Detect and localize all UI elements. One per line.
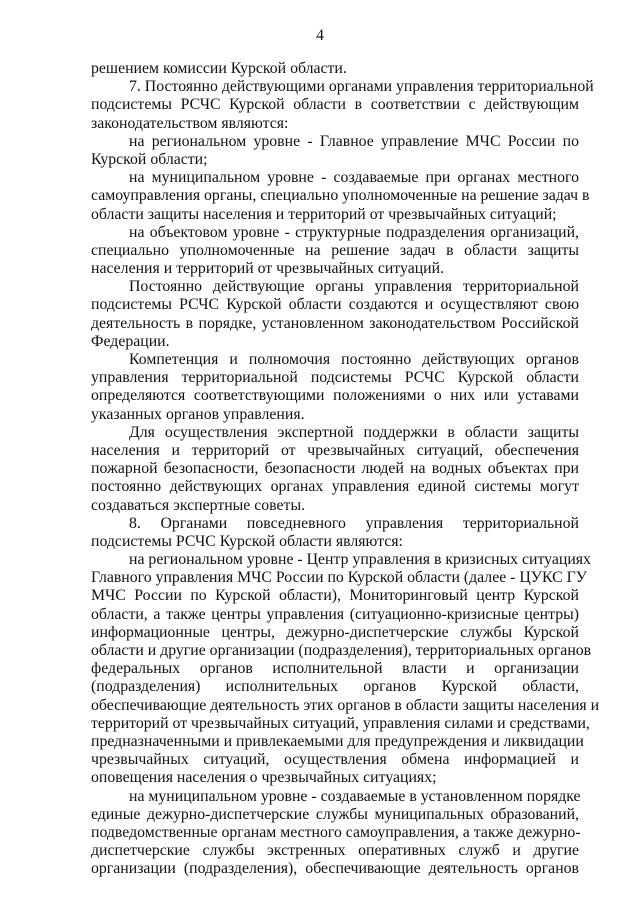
text-line: деятельность в порядке, установленном законодательством Российской <box>91 314 579 332</box>
text-line: чрезвычайных ситуаций, осуществления обмена информацией и <box>91 751 579 769</box>
text-line: территорий от чрезвычайных ситуаций, управления силами и средствами, <box>91 714 590 732</box>
text-line: решением комиссии Курской области. <box>91 60 347 77</box>
text-line: федеральных органов исполнительной власти и организации <box>91 660 579 678</box>
text-line: области и другие организации (подразделения), территориальных органов <box>91 642 592 659</box>
text-line: предназначенными и привлекаемыми для предупреждения и ликвидации <box>91 732 584 750</box>
text-line: создаваться экспертные советы. <box>91 496 306 514</box>
text-line: организации (подразделения), обеспечивающие деятельность органов <box>91 860 579 878</box>
text-line: подсистемы РСЧС Курской области в соответствии с действующим <box>91 96 579 114</box>
text-line: специально уполномоченные на решение задач в области защиты <box>91 241 579 259</box>
text-line: на муниципальном уровне - создаваемые в установленном порядке <box>129 787 581 805</box>
text-line: Для осуществления экспертной поддержки в области защиты <box>129 423 579 441</box>
text-line: населения и территорий от чрезвычайных ситуаций, обеспечения <box>91 441 579 459</box>
text-line: на муниципальном уровне - создаваемые при органах местного <box>129 169 579 187</box>
text-line: Постоянно действующие органы управления территориальной <box>129 278 579 296</box>
text-line: управления территориальной подсистемы РСЧС Курской области <box>91 369 579 387</box>
text-line: подсистемы РСЧС Курской области являются: <box>91 532 403 550</box>
document-body <box>91 60 600 878</box>
text-line: информационные центры, дежурно-диспетчерские службы Курской <box>91 623 579 641</box>
text-line: диспетчерские службы экстренных оперативных служб и другие <box>91 842 579 860</box>
text-line: самоуправления органы, специально уполномоченные на решение задач в <box>91 187 590 205</box>
text-line: законодательством являются: <box>91 114 289 132</box>
page-number: 4 <box>316 27 324 44</box>
text-line: подведомственные органам местного самоуправления, а также дежурно- <box>91 823 581 841</box>
text-line: 8. Органами повседневного управления территориальной <box>129 514 579 532</box>
text-line: (подразделения) исполнительных органов Курской области, <box>91 678 579 696</box>
text-line: 7. Постоянно действующими органами управления территориальной <box>129 78 594 96</box>
text-line: на объектовом уровне - структурные подразделения организаций, <box>129 223 579 241</box>
text-line: Главного управления МЧС России по Курской области (далее - ЦУКС ГУ <box>91 569 587 587</box>
text-line: на региональном уровне - Центр управления в кризисных ситуациях <box>129 551 591 569</box>
text-line: определяются соответствующими положениями о них или уставами <box>91 387 579 405</box>
text-line: Компетенция и полномочия постоянно действующих органов <box>129 351 579 368</box>
text-line: пожарной безопасности, безопасности людей на водных объектах при <box>91 460 579 478</box>
text-line: единые дежурно-диспетчерские службы муниципальных образований, <box>91 805 579 823</box>
text-line: обеспечивающие деятельность этих органов в области защиты населения и <box>91 696 600 714</box>
text-line: области защиты населения и территорий от чрезвычайных ситуаций; <box>91 205 557 223</box>
text-line: МЧС России по Курской области), Мониторинговый центр Курской <box>91 587 579 605</box>
text-line: Федерации. <box>91 332 170 350</box>
text-line: оповещения населения о чрезвычайных ситуациях; <box>91 769 437 787</box>
text-line: подсистемы РСЧС Курской области создаются и осуществляют свою <box>91 296 579 314</box>
text-line: Курской области; <box>91 150 208 168</box>
text-line: указанных органов управления. <box>91 405 305 423</box>
text-line: постоянно действующих органах управления единой системы могут <box>91 478 579 496</box>
text-line: населения и территорий от чрезвычайных ситуаций. <box>91 260 445 278</box>
text-line: области, а также центры управления (ситуационно-кризисные центры) <box>91 605 579 623</box>
text-line: на региональном уровне - Главное управление МЧС России по <box>129 132 579 150</box>
